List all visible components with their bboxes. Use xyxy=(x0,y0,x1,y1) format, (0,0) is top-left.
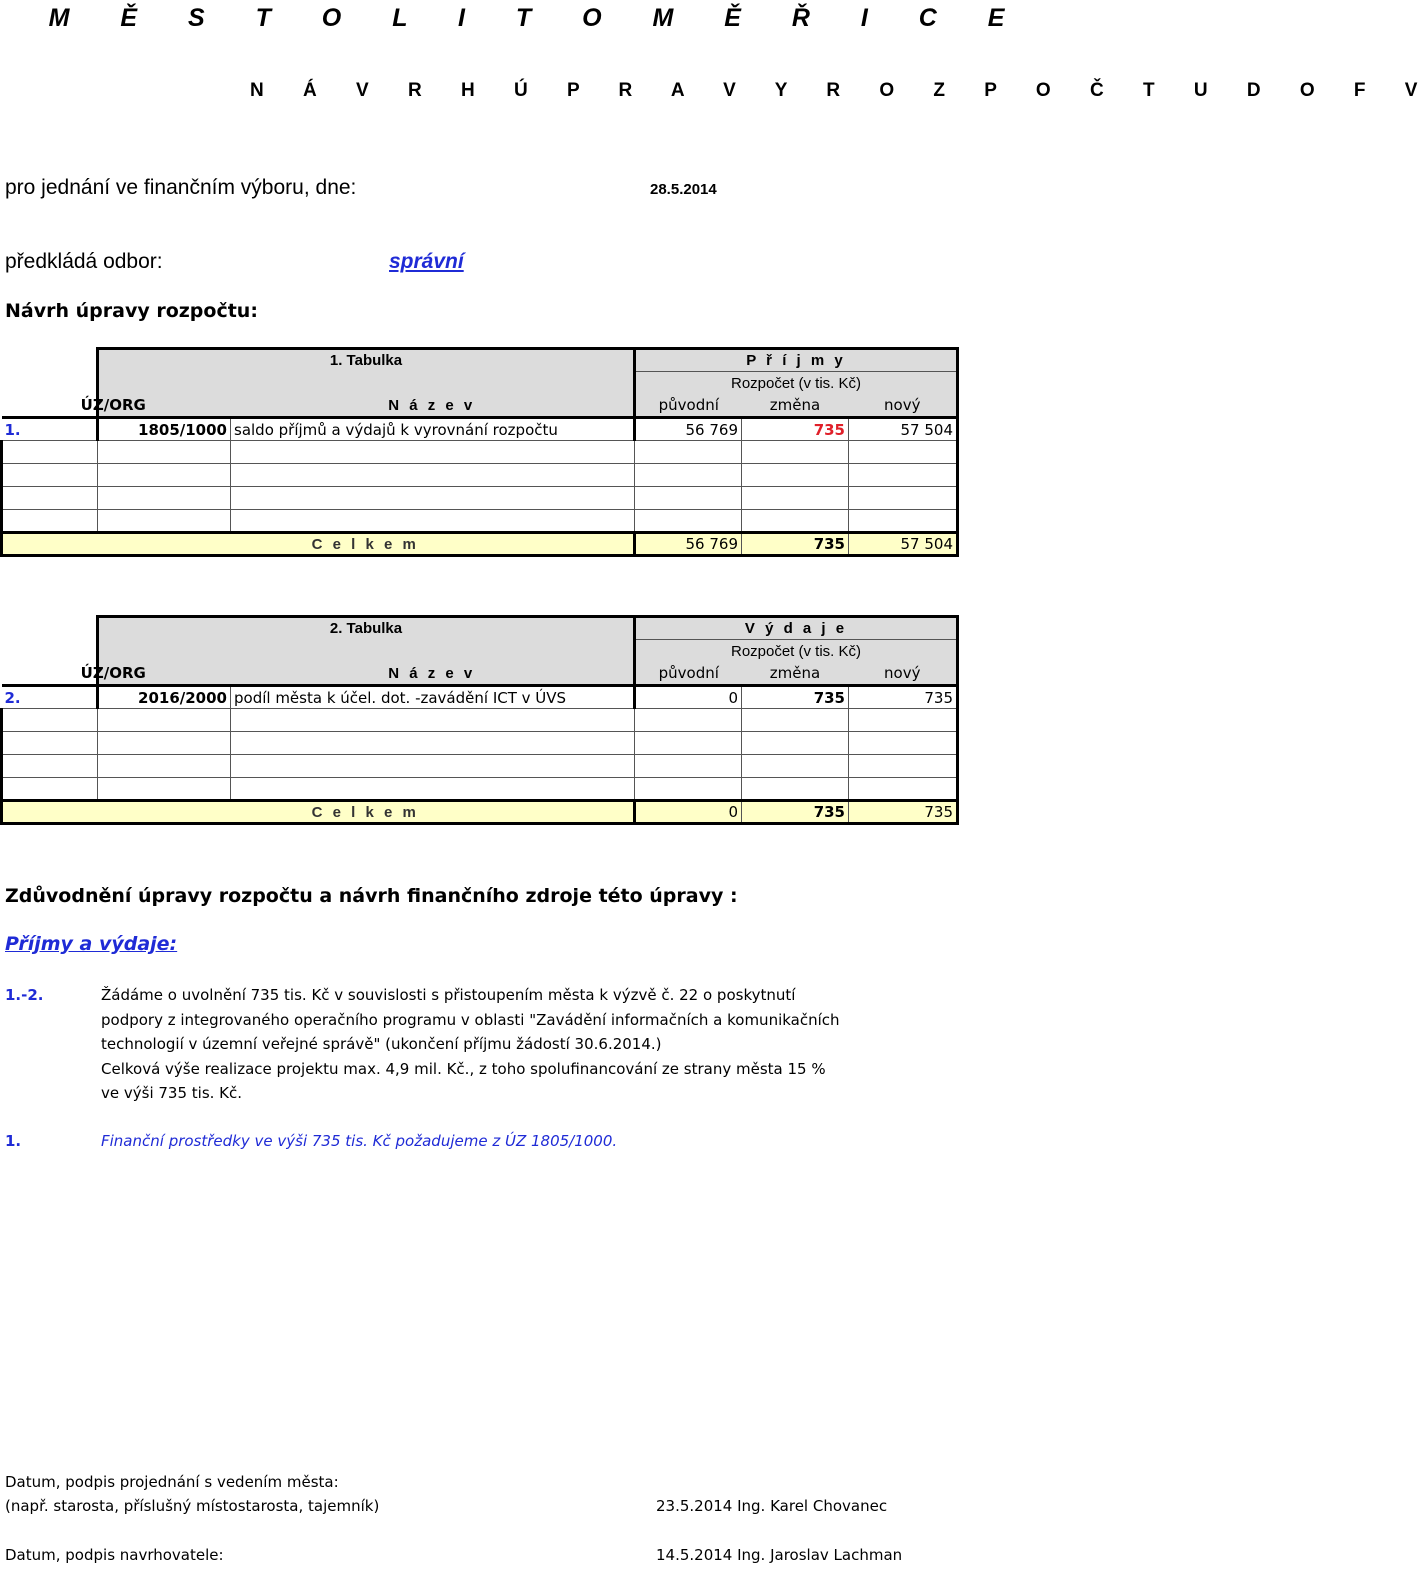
note1-line: ve výši 735 tis. Kč. xyxy=(101,1084,243,1102)
col-new-header: nový xyxy=(849,663,958,686)
section-label: P ř í j m y xyxy=(635,349,958,372)
submitted-by-link[interactable]: správní xyxy=(389,250,464,273)
note1-number: 1.-2. xyxy=(5,986,44,1004)
total-label: C e l k e m xyxy=(98,801,635,824)
row-new: 735 xyxy=(849,686,958,709)
total-new: 57 504 xyxy=(849,533,958,556)
total-orig: 56 769 xyxy=(635,533,742,556)
table-caption: 2. Tabulka xyxy=(98,617,635,640)
document-subtitle: N Á V R H Ú P R A V Y R O Z P O Č T U D O F V xyxy=(250,80,1424,101)
total-row xyxy=(2,801,958,824)
note1-line: Žádáme o uvolnění 735 tis. Kč v souvislosti s přistoupením města k výzvě č. 22 o poskytnutí xyxy=(101,986,796,1004)
total-label: C e l k e m xyxy=(98,533,635,556)
footer-approval-note: (např. starosta, příslušný místostarosta, tajemník) xyxy=(5,1497,380,1515)
footer-approval-signature: 23.5.2014 Ing. Karel Chovanec xyxy=(656,1497,888,1515)
submitted-by-label: předkládá odbor: xyxy=(5,250,163,273)
budget-header: Rozpočet (v tis. Kč) xyxy=(635,640,958,663)
row-code: 2016/2000 xyxy=(98,686,231,709)
note1-line: Celková výše realizace projektu max. 4,9 mil. Kč., z toho spolufinancování ze strany města 15 % xyxy=(101,1059,826,1078)
budget-header: Rozpočet (v tis. Kč) xyxy=(635,372,958,395)
empty-row xyxy=(2,441,958,464)
row-new: 57 504 xyxy=(849,418,958,441)
empty-row xyxy=(2,709,958,732)
total-orig: 0 xyxy=(635,801,742,824)
col-code-header: ÚZ/ORG xyxy=(98,663,231,686)
empty-row xyxy=(2,487,958,510)
table-row xyxy=(2,686,958,709)
col-code-header: ÚZ/ORG xyxy=(98,395,231,418)
meeting-label: pro jednání ve finančním výboru, dne: xyxy=(5,176,357,199)
total-new: 735 xyxy=(849,801,958,824)
note1-line: podpory z integrovaného operačního programu v oblasti "Zavádění informačních a komunikačních xyxy=(101,1010,840,1029)
row-name: podíl města k účel. dot. -zavádění ICT v ÚVS xyxy=(231,686,635,709)
note2-number: 1. xyxy=(5,1132,22,1150)
empty-row xyxy=(2,755,958,778)
row-orig: 0 xyxy=(635,686,742,709)
total-row xyxy=(2,533,958,556)
row-orig: 56 769 xyxy=(635,418,742,441)
footer-proposer-signature: 14.5.2014 Ing. Jaroslav Lachman xyxy=(656,1546,903,1564)
col-new-header: nový xyxy=(849,395,958,418)
note1-text xyxy=(101,983,840,1106)
col-name-header: N á z e v xyxy=(231,395,635,418)
meeting-date: 28.5.2014 xyxy=(650,181,717,198)
section-label: V ý d a j e xyxy=(635,617,958,640)
proposal-heading: Návrh úpravy rozpočtu: xyxy=(5,300,258,322)
footer-proposer-label: Datum, podpis navrhovatele: xyxy=(5,1546,224,1564)
col-change-header: změna xyxy=(742,663,849,686)
row-code: 1805/1000 xyxy=(98,418,231,441)
table-caption: 1. Tabulka xyxy=(98,349,635,372)
note2-text: Finanční prostředky ve výši 735 tis. Kč požadujeme z ÚZ 1805/1000. xyxy=(101,1132,618,1150)
justification-heading: Zdůvodnění úpravy rozpočtu a návrh finančního zdroje této úpravy : xyxy=(5,885,738,907)
city-title: M Ě S T O L I T O M Ě Ř I C E xyxy=(48,4,1012,32)
income-table xyxy=(0,347,959,557)
col-orig-header: původní xyxy=(635,395,742,418)
empty-row xyxy=(2,464,958,487)
row-name: saldo příjmů a výdajů k vyrovnání rozpočtu xyxy=(231,418,635,441)
total-change: 735 xyxy=(742,533,849,556)
row-number: 2. xyxy=(2,686,98,709)
col-name-header: N á z e v xyxy=(231,663,635,686)
note1-line: technologií v územní veřejné správě" (ukončení příjmu žádostí 30.6.2014.) xyxy=(101,1035,662,1053)
income-expense-link[interactable]: Příjmy a výdaje: xyxy=(5,933,178,955)
row-change: 735 xyxy=(742,418,849,441)
col-change-header: změna xyxy=(742,395,849,418)
row-number: 1. xyxy=(2,418,98,441)
empty-row xyxy=(2,510,958,533)
empty-row xyxy=(2,732,958,755)
footer-approval-label: Datum, podpis projednání s vedením města: xyxy=(5,1473,339,1491)
expense-table xyxy=(0,615,959,825)
total-change: 735 xyxy=(742,801,849,824)
table-row xyxy=(2,418,958,441)
empty-row xyxy=(2,778,958,801)
col-orig-header: původní xyxy=(635,663,742,686)
row-change: 735 xyxy=(742,686,849,709)
